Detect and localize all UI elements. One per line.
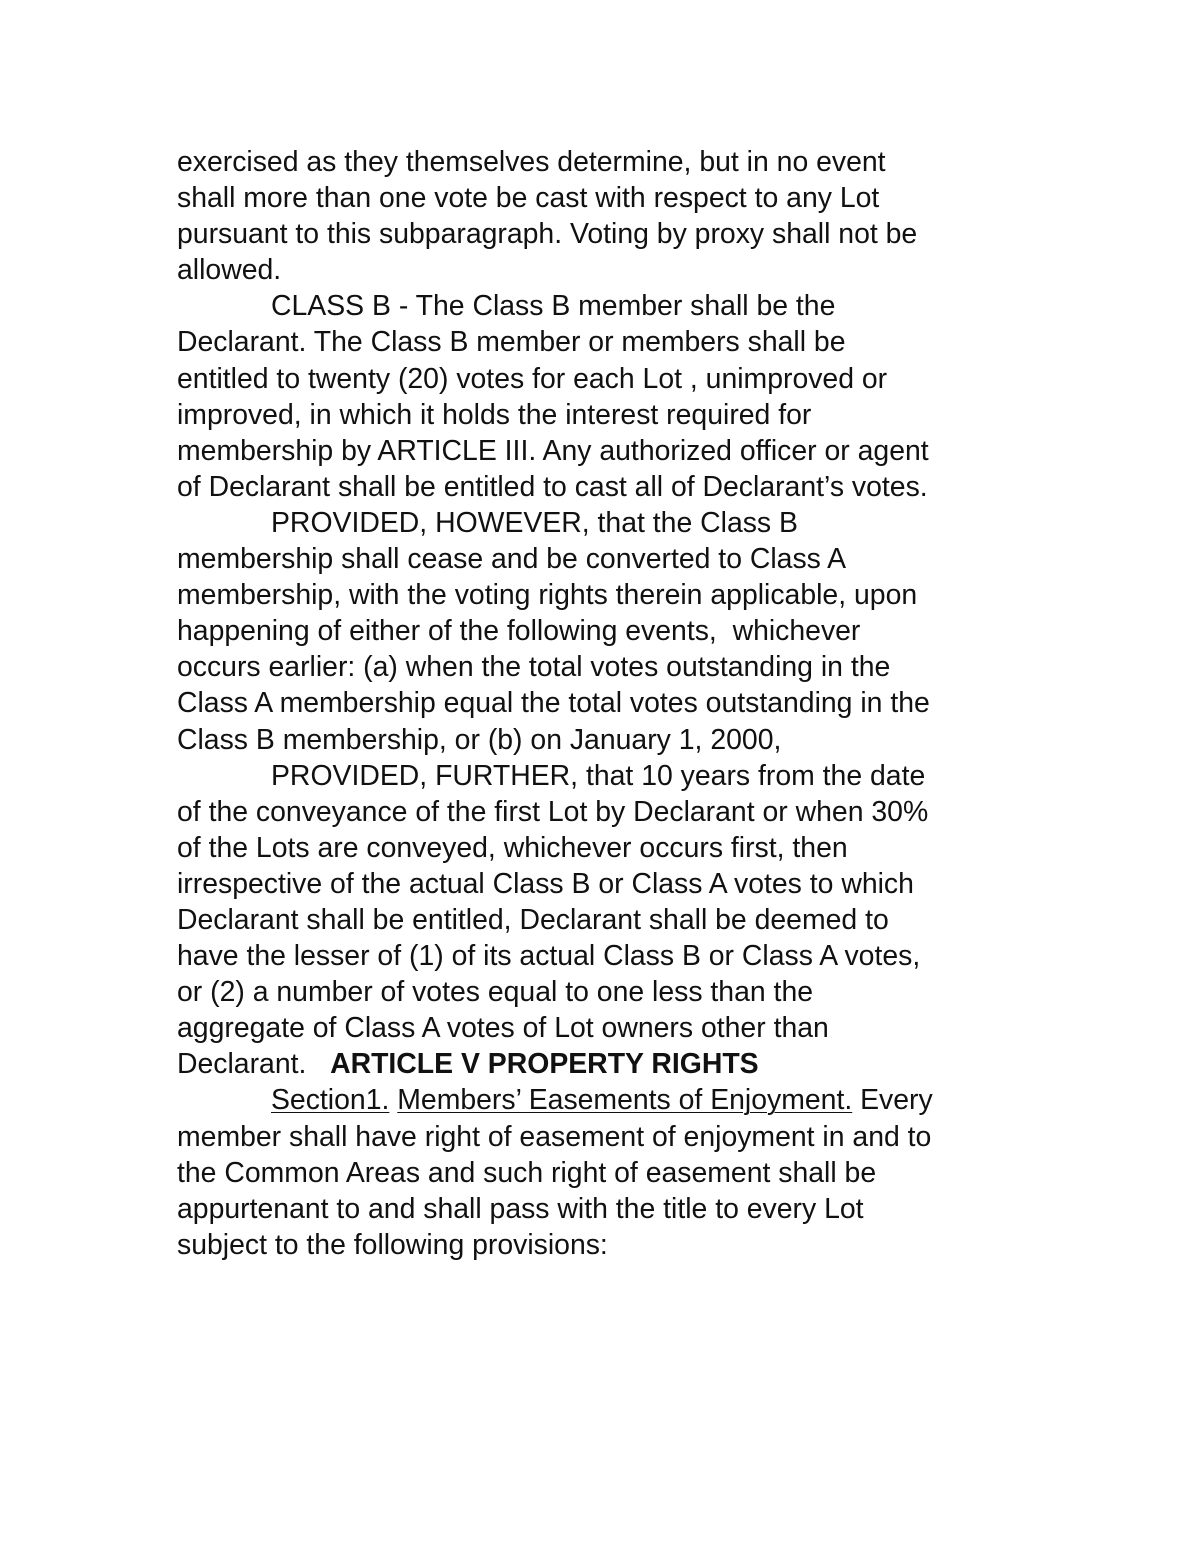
text-line <box>177 1082 1037 1118</box>
text-line: have the lesser of (1) of its actual Class B or Class A votes, <box>177 940 921 973</box>
article-heading: ARTICLE V PROPERTY RIGHTS <box>330 1048 759 1081</box>
text-line: aggregate of Class A votes of Lot owners other than <box>177 1012 829 1045</box>
text-line: allowed. <box>177 254 282 287</box>
text-line <box>177 1046 1037 1082</box>
text-line: happening of either of the following events, whichever <box>177 615 861 648</box>
text-line: occurs earlier: (a) when the total votes outstanding in the <box>177 651 891 684</box>
text-line: membership by ARTICLE III. Any authorized officer or agent <box>177 434 929 467</box>
text-line: Class B membership, or (b) on January 1, 2000, <box>177 723 782 756</box>
text-line: pursuant to this subparagraph. Voting by proxy shall not be <box>177 218 918 251</box>
paragraph-provided-however <box>177 505 1037 758</box>
text-line: exercised as they themselves determine, but in no event <box>177 146 886 178</box>
text-line: the Common Areas and such right of easement shall be <box>177 1156 877 1189</box>
paragraph-section-1 <box>177 1082 1037 1262</box>
text-line: improved, in which it holds the interest required for <box>177 398 812 431</box>
text-line: Declarant shall be entitled, Declarant shall be deemed to <box>177 903 889 936</box>
text-line: Declarant. The Class B member or members shall be <box>177 326 846 359</box>
text-line: or (2) a number of votes equal to one less than the <box>177 976 814 1009</box>
section-title: Members’ Easements of Enjoyment. <box>397 1084 853 1117</box>
text-line: of the conveyance of the first Lot by Declarant or when 30% <box>177 795 929 828</box>
text-line: PROVIDED, HOWEVER, that the Class B <box>271 506 798 539</box>
text-line: of Declarant shall be entitled to cast all of Declarant’s votes. <box>177 470 928 503</box>
text-line: membership shall cease and be converted to Class A <box>177 543 847 576</box>
text-line: of the Lots are conveyed, whichever occurs first, then <box>177 831 848 864</box>
paragraph-class-b <box>177 288 1037 505</box>
text-line: membership, with the voting rights therein applicable, upon <box>177 579 918 612</box>
paragraph-provided-further <box>177 758 1037 1083</box>
text-fragment: Every <box>852 1084 933 1117</box>
text-line: irrespective of the actual Class B or Class A votes to which <box>177 867 914 900</box>
text-line: entitled to twenty (20) votes for each Lot , unimproved or <box>177 362 888 395</box>
text-fragment: Declarant. <box>177 1048 331 1081</box>
text-line: shall more than one vote be cast with respect to any Lot <box>177 182 880 215</box>
text-line: Class A membership equal the total votes outstanding in the <box>177 687 930 720</box>
text-line: PROVIDED, FURTHER, that 10 years from the date <box>271 759 926 792</box>
text-line: appurtenant to and shall pass with the title to every Lot <box>177 1192 864 1225</box>
section-label: Section1. <box>271 1084 390 1117</box>
text-line: member shall have right of easement of enjoyment in and to <box>177 1120 932 1153</box>
paragraph-class-a-continuation <box>177 144 1037 288</box>
text-line: CLASS B - The Class B member shall be the <box>271 290 836 323</box>
text-line: subject to the following provisions: <box>177 1228 608 1261</box>
document-page <box>177 144 1037 1263</box>
